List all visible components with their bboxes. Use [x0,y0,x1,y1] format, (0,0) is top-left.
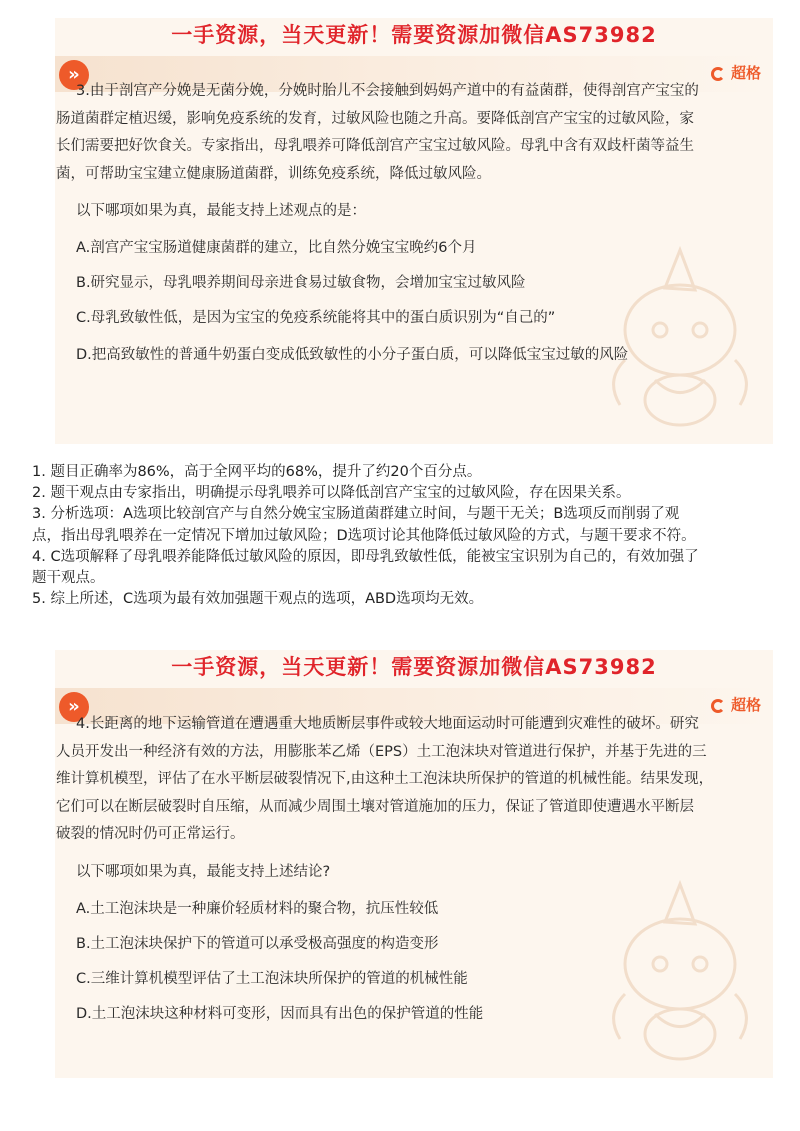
watermark-banner: 一手资源，当天更新！需要资源加微信AS73982 [171,655,657,679]
question-stem [56,78,751,188]
option-c: C.三维计算机模型评估了土工泡沫块所保护的管道的机械性能 [76,970,468,987]
question-card-4 [55,650,773,1078]
stem-line: 维计算机模型，评估了在水平断层破裂情况下,由这种土工泡沫块所保护的管道的机械性能。结果发现， [56,771,714,787]
analysis-line: 2. 题干观点由专家指出，明确提示母乳喂养可以降低剖宫产宝宝的过敏风险，存在因果关系。 [32,485,631,502]
brand-name: 超格 [730,64,761,82]
watermark-banner: 一手资源，当天更新！需要资源加微信AS73982 [171,23,657,47]
stem-line: 人员开发出一种经济有效的方法，用膨胀苯乙烯（EPS）土工泡沫块对管道进行保护，并基于先进的三 [56,743,707,760]
stem-line: 长们需要把好饮食关。专家指出，母乳喂养可降低剖宫产宝宝过敏风险。母乳中含有双歧杆菌等益生 [56,138,694,154]
analysis-line: 1. 题目正确率为86%，高于全网平均的68%，提升了约20个百分点。 [32,464,482,480]
question-content [56,78,751,367]
option-a: A.剖宫产宝宝肠道健康菌群的建立，比自然分娩宝宝晚约6个月 [76,240,477,256]
question-card-3 [55,18,773,444]
option-d: D.把高致敏性的普通牛奶蛋白变成低致敏性的小分子蛋白质，可以降低宝宝过敏的风险 [76,347,629,363]
option-b: B.研究显示，母乳喂养期间母亲进食易过敏食物，会增加宝宝过敏风险 [76,275,526,291]
analysis-line: 点，指出母乳喂养在一定情况下增加过敏风险；D选项讨论其他降低过敏风险的方式，与题干要求不符。 [32,527,696,544]
brand-name: 超格 [730,696,761,714]
analysis-line: 题干观点。 [32,570,105,587]
stem-line: 菌，可帮助宝宝建立健康肠道菌群，训练免疫系统，降低过敏风险。 [56,165,491,182]
question-stem [56,711,751,849]
arrow-icon: » [59,60,89,90]
analysis-line: 4. C选项解释了母乳喂养能降低过敏风险的原因，即母乳致敏性低，能被宝宝识别为自己的，有效加强了 [32,548,699,565]
option-b: B.土工泡沫块保护下的管道可以承受极高强度的构造变形 [76,935,439,952]
stem-line: 破裂的情况时仍可正常运行。 [56,826,245,842]
analysis-line: 5. 综上所述，C选项为最有效加强题干观点的选项，ABD选项均无效。 [32,591,484,608]
stem-line: 肠道菌群定植迟缓，影响免疫系统的发育，过敏风险也随之升高。要降低剖宫产宝宝的过敏风险，家 [56,110,694,127]
question-content [56,711,751,1026]
analysis-line: 3. 分析选项：A选项比较剖宫产与自然分娩宝宝肠道菌群建立时间，与题干无关；B选项反而削弱了观 [32,506,680,523]
question-prompt: 以下哪项如果为真，最能支持上述观点的是： [76,203,366,219]
option-a: A.土工泡沫块是一种廉价轻质材料的聚合物，抗压性较低 [76,900,439,917]
arrow-icon: » [59,692,89,722]
stem-line: 它们可以在断层破裂时自压缩，从而减少周围土壤对管道施加的压力，保证了管道即使遭遇水平断层 [56,798,694,815]
stem-line: 4.长距离的地下运输管道在遭遇重大地质断层事件或较大地面运动时可能遭到灾难性的破坏。研究 [76,716,699,732]
answer-analysis [32,462,772,610]
stem-line: 3.由于剖宫产分娩是无菌分娩，分娩时胎儿不会接触到妈妈产道中的有益菌群，使得剖宫产宝宝的 [76,83,699,99]
question-prompt: 以下哪项如果为真，最能支持上述结论? [76,863,331,880]
option-d: D.土工泡沫块这种材料可变形，因而具有出色的保护管道的性能 [76,1005,484,1022]
option-c: C.母乳致敏性低，是因为宝宝的免疫系统能将其中的蛋白质识别为“自己的” [76,310,556,326]
